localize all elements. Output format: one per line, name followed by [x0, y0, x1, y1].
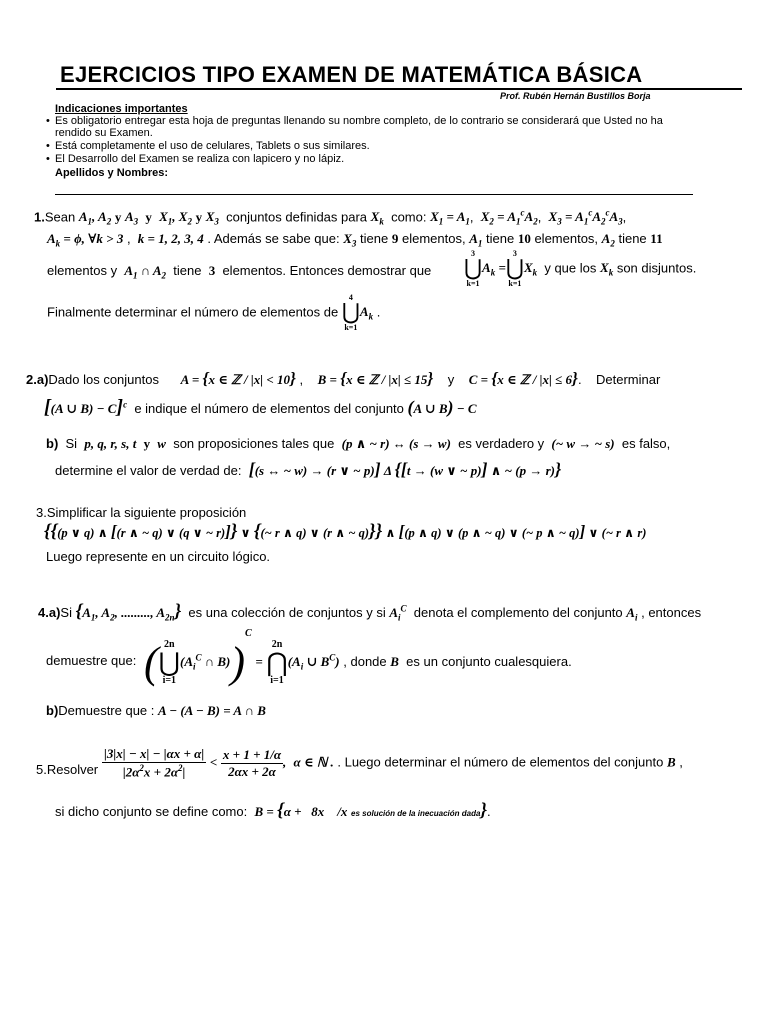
union-equation: 3 ⋃ k=1 $A_k$ = 3 ⋃ k=1 $X_k$ y que los $X_k$ son disjuntos. [464, 249, 697, 288]
instruction-item: • Es obligatorio entregar esta hoja de preguntas llenando su nombre completo, de lo contrario se considerará que Usted no ha [46, 115, 663, 127]
question-2b-line-2: determine el valor de verdad de: [(s ↔ ~ w) → (r ∨ ~ p)] Δ {[t → (w ∨ ~ p)] ∧ ~ (p → r)} [55, 459, 562, 479]
question-4a-line-1: 4.a)Si {$A_1$, $A_2$, ........., $A_{2n}$} es una colección de conjuntos y si $A_i^C$ denota el complemento del conjunto $A_i$ , entonces [38, 601, 702, 623]
question-5-line-2: si dicho conjunto se define como: B = {α + 8x /x es solución de la inecuación dada}. [55, 800, 491, 821]
question-3-expression: {{(p ∨ q) ∧ [(r ∧ ~ q) ∨ (q ∨ ~ r)]} ∨ {(~ r ∧ q) ∨ (r ∧ ~ q)}} ∧ [(p ∧ q) ∨ (p ∧ ~ q) ∨ (~ p ∧ ~ q)] ∨ (~ r ∧ r) [44, 521, 647, 542]
question-5-label: 5.Resolver [36, 762, 99, 777]
question-3-line-1: 3.Simplificar la siguiente proposición [36, 505, 247, 520]
instruction-item: • El Desarrollo del Examen se realiza con lapicero y no lápiz. [46, 153, 344, 165]
question-5-inequality: $\frac{|3|x| - x| - |\alpha x + \alpha|}{|2\alpha^2x + 2\alpha^2|}$ < $\frac{x + 1 + 1/\alpha}{2\alpha x + 2\alpha}$ , α ∈ ℕ . . Luego determinar el número de elementos del conjunto B , [104, 746, 683, 780]
instruction-item: • Está completamente el uso de celulares, Tablets o sus similares. [46, 140, 370, 152]
question-2b-line-1: b) Si p, q, r, s, t y w son proposiciones tales que (p ∧ ~ r) ↔ (s → w) es verdadero y (~ w → ~ s) es falso, [46, 436, 671, 451]
question-1-line-4: Finalmente determinar el número de elementos de 4 ⋃ k=1 $A_k$ . [47, 293, 381, 332]
question-1-line-2: $A_k = \phi$, ∀k > 3 , k = 1, 2, 3, 4 . Además se sabe que: $X_3$ tiene 9 elementos, $A_1$ tiene 10 elementos, $A_2$ tiene 11 [47, 231, 663, 249]
question-4a-label: demuestre que: [46, 653, 137, 668]
question-4a-equation: ( 2n ⋃ i=1 ($A_i^C$ ∩ B))$^C$ = 2n ⋂ i=1 ($A_i$ ∪ $B^C$) , donde B es un conjunto cualesquiera. [144, 628, 572, 688]
question-3-line-3: Luego represente en un circuito lógico. [46, 549, 271, 564]
question-2a-line-2: [(A ∪ B) − C]$^c$ e indique el número de elementos del conjunto (A ∪ B) − C [44, 396, 477, 418]
question-4b: b)Demuestre que : A − (A − B) = A ∩ B [46, 703, 266, 718]
question-1-line-1: 1.Sean $A_1$, $A_2$ y $A_3$ y $X_1$, $X_2$ y $X_3$ conjuntos definidas para $X_k$ como: $X_1 = A_1$, $X_2 = A_1^cA_2$, $X_3 = A_1^cA_2^cA_3$, [34, 208, 627, 227]
instruction-item-cont: rendido su Examen. [55, 127, 153, 139]
question-2a-line-1: 2.a)Dado los conjuntos A = {x ∈ ℤ / |x| < 10} , B = {x ∈ ℤ / |x| ≤ 15} y C = {x ∈ ℤ / |x| ≤ 6}. Determinar [26, 369, 661, 388]
question-1-line-3a: elementos y $A_1$ ∩ $A_2$ tiene 3 elementos. Entonces demostrar que [47, 263, 432, 281]
professor-name: Prof. Rubén Hernán Bustillos Borja [500, 91, 651, 101]
page-title: EJERCICIOS TIPO EXAMEN DE MATEMÁTICA BÁSICA [60, 62, 643, 87]
name-line [55, 194, 693, 195]
title-underline [56, 88, 742, 90]
name-label: Apellidos y Nombres: [55, 167, 169, 179]
instructions-title: Indicaciones importantes [55, 103, 188, 115]
